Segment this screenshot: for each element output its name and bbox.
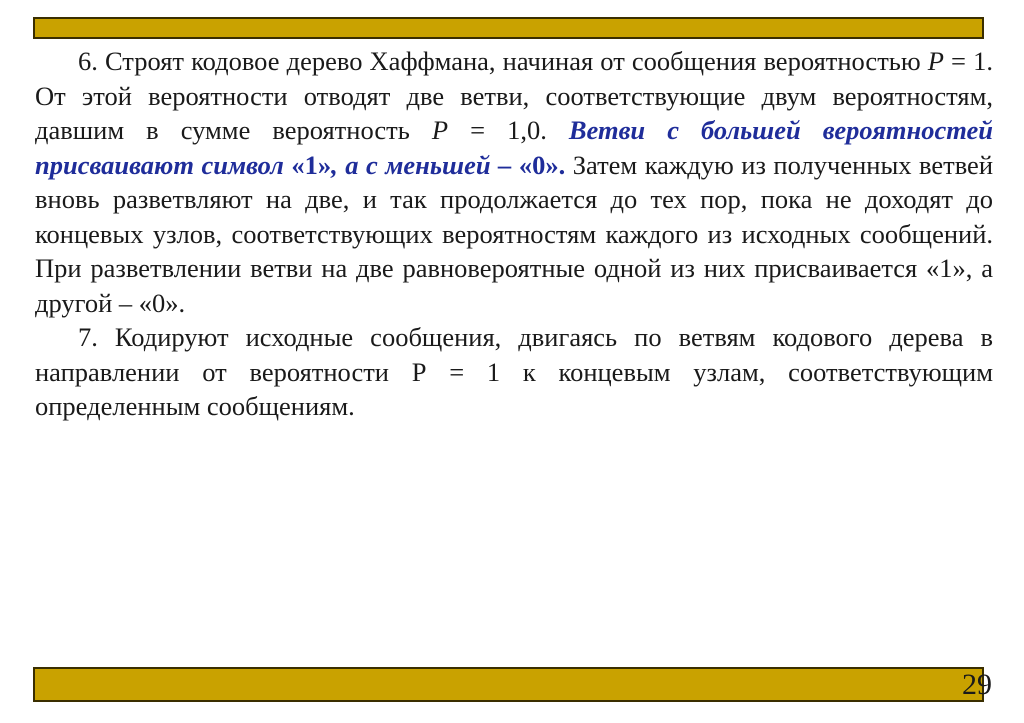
top-decorative-bar xyxy=(33,17,984,39)
bottom-decorative-bar xyxy=(33,667,984,702)
page-number: 29 xyxy=(962,668,992,701)
step-6-equals-one: = 1. От этой вероятности отводят две ветви, соответствующие двум вероятностям, давшим в сумме вероятность xyxy=(35,46,993,145)
step-6-equals-one-zero: = 1,0. xyxy=(448,115,569,145)
paragraph-step-6 xyxy=(35,44,993,320)
probability-symbol: P xyxy=(927,46,944,76)
emphasis-symbol-zero: «0». xyxy=(518,149,566,180)
step-6-intro: 6. Строят кодовое дерево Хаффмана, начиная от сообщения вероятностью xyxy=(78,46,928,76)
emphasis-rule-continued: , а с меньшей – xyxy=(331,149,519,180)
emphasis-rule: Ветви с большей вероятностей присваивают символ xyxy=(35,115,993,180)
slide-body xyxy=(35,44,993,424)
step-6-rest: Затем каждую из полученных ветвей вновь разветвляют на две, и так продолжается до тех пор, пока не доходят до концевых узлов, соответствующих вероятностям каждого из исходных сообщений. При разветвлении ветви на две равновероятные одной из них присваивается «1», а другой – «0». xyxy=(35,149,993,318)
probability-symbol: P xyxy=(431,115,449,145)
paragraph-step-7: 7. Кодируют исходные сообщения, двигаясь по ветвям кодового дерева в направлении от вероятности Р = 1 к концевым узлам, соответствующим определенным сообщениям. xyxy=(35,322,993,421)
emphasis-symbol-one: «1» xyxy=(291,149,332,180)
